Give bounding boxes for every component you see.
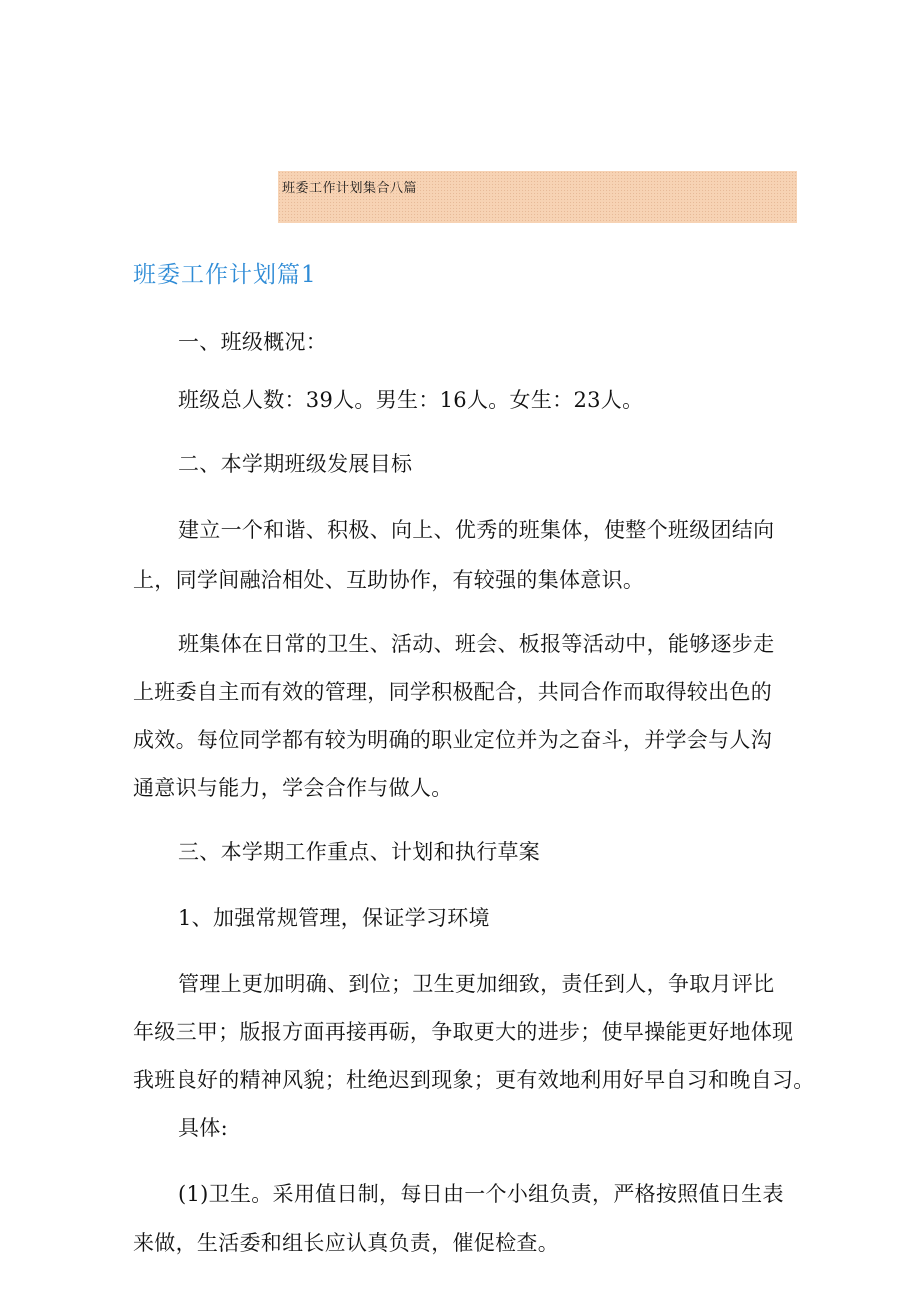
document-title-banner [278, 171, 797, 223]
paragraph-line: 一、班级概况： [178, 330, 328, 354]
paragraph-line: (1)卫生。采用值日制，每日由一个小组负责，严格按照值日生表 [178, 1182, 784, 1206]
paragraph-line: 建立一个和谐、积极、向上、优秀的班集体，使整个班级团结向 [178, 518, 775, 542]
paragraph-line: 三、本学期工作重点、计划和执行草案 [178, 840, 541, 864]
paragraph-line: 班集体在日常的卫生、活动、班会、板报等活动中，能够逐步走 [178, 632, 775, 656]
paragraph-line: 1、加强常规管理，保证学习环境 [178, 906, 490, 930]
paragraph-line: 管理上更加明确、到位；卫生更加细致，责任到人，争取月评比 [178, 972, 775, 996]
paragraph-line: 二、本学期班级发展目标 [178, 452, 413, 476]
paragraph-line: 通意识与能力，学会合作与做人。 [133, 776, 453, 800]
paragraph-line: 年级三甲；版报方面再接再砺，争取更大的进步；使早操能更好地体现 [133, 1020, 794, 1044]
paragraph-line: 班级总人数：39人。男生：16人。女生：23人。 [178, 388, 644, 412]
paragraph-line: 我班良好的精神风貌；杜绝迟到现象；更有效地利用好早自习和晚自习。 [133, 1068, 815, 1092]
paragraph-line: 具体: [178, 1116, 228, 1140]
section-heading: 班委工作计划篇1 [133, 262, 317, 288]
paragraph-line: 上班委自主而有效的管理，同学积极配合，共同合作而取得较出色的 [133, 680, 772, 704]
paragraph-line: 上，同学间融洽相处、互助协作，有较强的集体意识。 [133, 568, 645, 592]
document-title: 班委工作计划集合八篇 [282, 181, 418, 196]
paragraph-line: 来做，生活委和组长应认真负责，催促检查。 [133, 1231, 559, 1255]
paragraph-line: 成效。每位同学都有较为明确的职业定位并为之奋斗，并学会与人沟 [133, 728, 772, 752]
